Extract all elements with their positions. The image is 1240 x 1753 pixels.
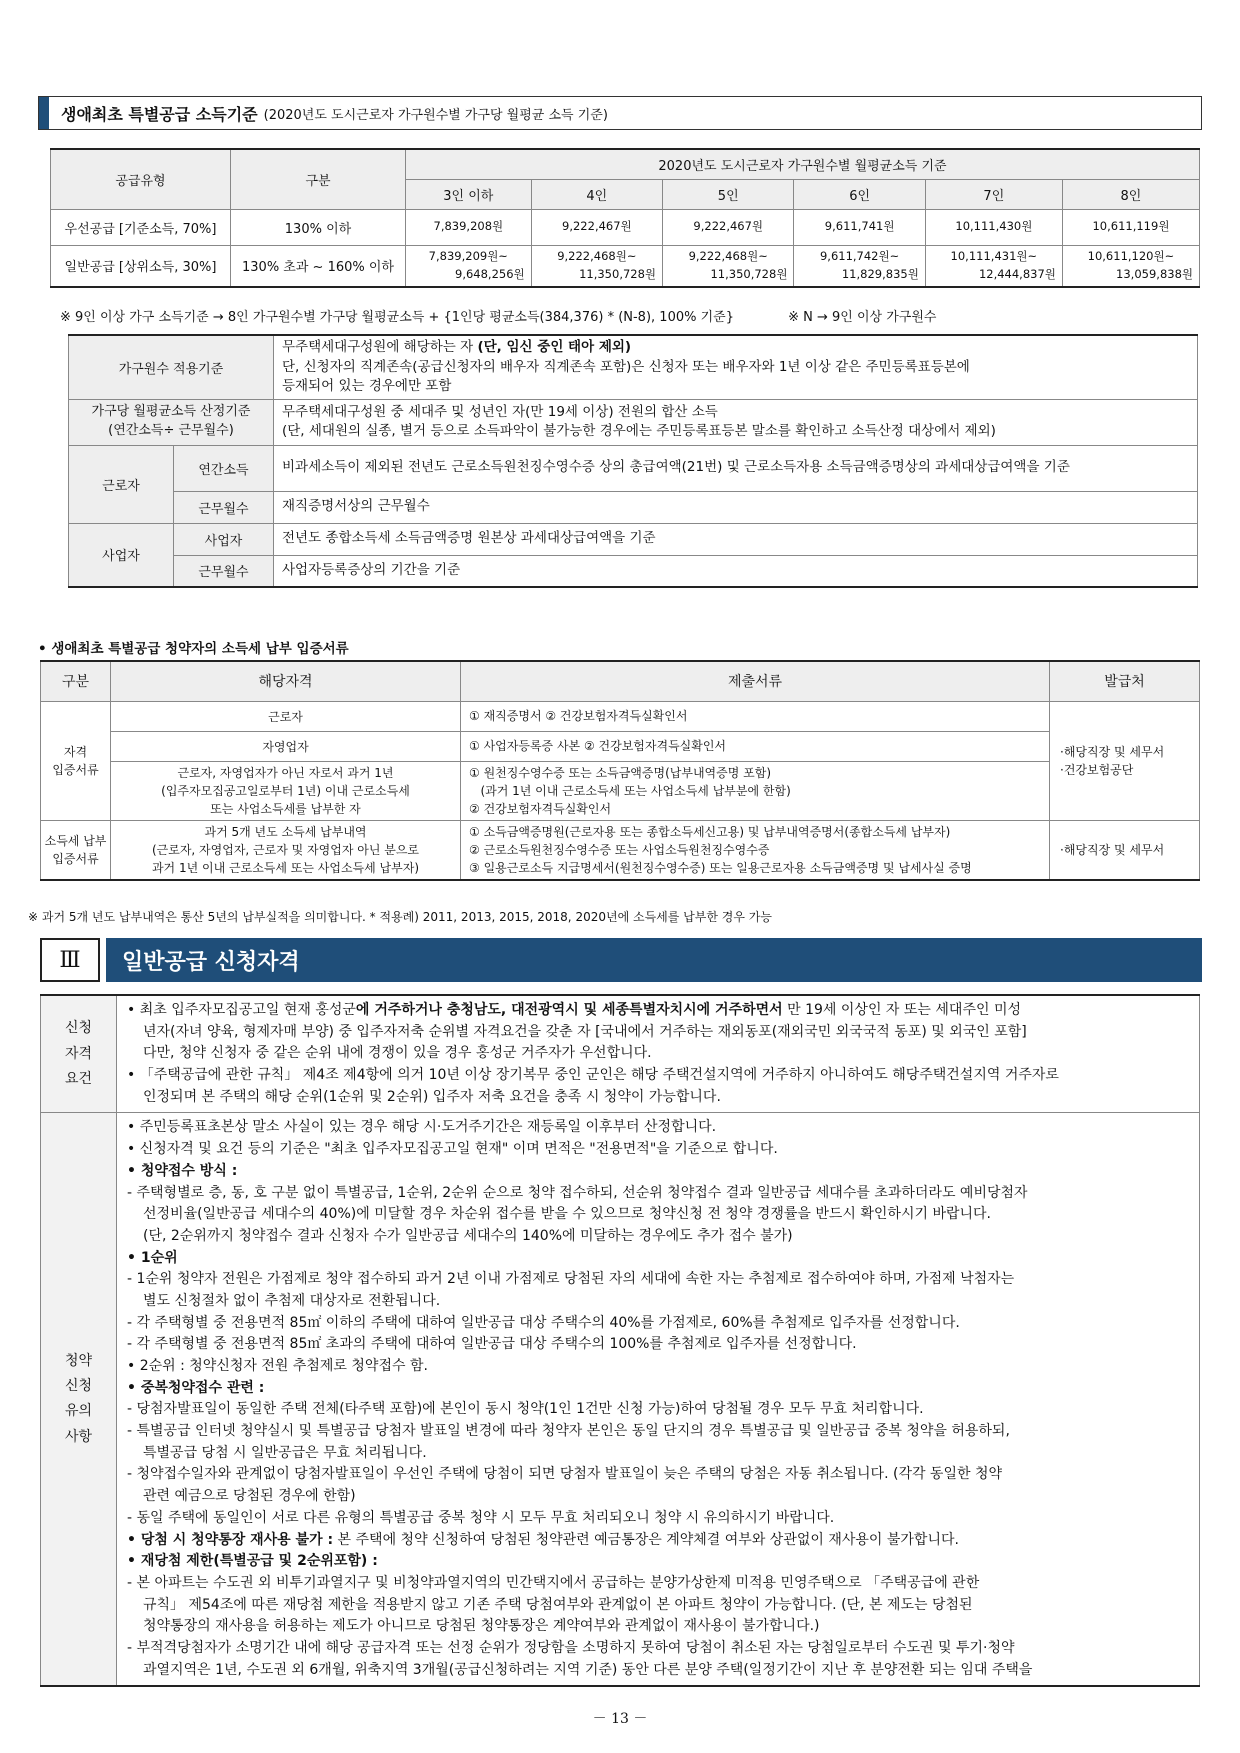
line: • 2순위 : 청약신청자 전원 추첨제로 청약접수 함. xyxy=(127,1358,428,1374)
table-row xyxy=(41,995,1200,1113)
table-row xyxy=(41,820,1200,880)
header-col: 제출서류 xyxy=(461,661,1050,701)
line: - 1순위 청약자 전원은 가점제로 청약 접수하되 과거 2년 이내 가점제로 당첨된 자의 세대에 속한 자는 추첨제로 접수하여야 하며, 가점제 낙첨자는 xyxy=(127,1271,1015,1288)
line: 년자(자녀 양육, 형제자매 부양) 중 입주자저축 순위별 자격요건을 갖춘 자 [국내에서 거주하는 재외동포(재외국민 외국국적 동포) 및 외국인 포함] xyxy=(143,1023,1027,1040)
line: 등재되어 있는 경우에만 포함 xyxy=(282,378,452,395)
line: - 각 주택형별 중 전용면적 85㎡ 초과의 주택에 대하여 일반공급 대상 주택수의 100%를 추첨제로 입주자를 선정합니다. xyxy=(127,1336,857,1353)
table-row xyxy=(69,335,1198,399)
line: 다만, 청약 신청자 중 같은 순위 내에 경쟁이 있을 경우 홍성군 거주자가 우선합니다. xyxy=(143,1045,652,1062)
row-div: 130% 초과 ~ 160% 이하 xyxy=(231,245,406,287)
line: 청약통장의 재사용을 허용하는 제도가 아니므로 당첨된 청약통장은 계약여부와 관계없이 재사용이 불가합니다.) xyxy=(143,1618,820,1635)
line: ② 건강보험자격득실확인서 xyxy=(469,801,612,816)
label-business-sub: 사업자 xyxy=(174,523,274,555)
qualification: 근로자 xyxy=(111,701,461,731)
line: 무주택세대구성원에 해당하는 자 xyxy=(282,339,478,355)
cell-value: 9,222,467원 xyxy=(531,209,662,245)
income-note-n: ※ N → 9인 이상 가구원수 xyxy=(788,310,937,325)
table-row xyxy=(51,245,1200,287)
line: • 「주택공급에 관한 규칙」 제4조 제4항에 의거 10년 이상 장기복무 중인 군인은 해당 주택건설지역에 거주하지 아니하여도 해당주택건설지역 거주자로 xyxy=(127,1067,1059,1084)
line: ② 근로소득원천징수영수증 또는 사업소득원천징수영수증 xyxy=(469,842,770,857)
documents-table xyxy=(40,660,1200,881)
header-col: 5인 xyxy=(663,179,794,209)
section-title-general: 일반공급 신청자격 xyxy=(106,938,1202,982)
line-bold: • 재당첨 제한(특별공급 및 2순위포함) : xyxy=(127,1553,378,1570)
range-low: 9,222,468원~ xyxy=(557,248,637,263)
line: 과거 5개 년도 소득세 납부내역 xyxy=(204,824,367,839)
cell-value xyxy=(406,245,532,287)
cell-value xyxy=(663,245,794,287)
range-high: 11,829,835원 xyxy=(841,266,919,281)
documents: ① 재직증명서 ② 건강보험자격득실확인서 xyxy=(461,701,1050,731)
line: ③ 일용근로소득 지급명세서(원천징수영수증) 또는 일용근로자용 소득금액증명 및 납세사실 증명 xyxy=(469,860,972,875)
cell-value: 10,111,430원 xyxy=(925,209,1062,245)
line: (단, 2순위까지 청약접수 결과 신청자 수가 일반공급 세대수의 140%에 미달하는 경우에도 추가 접수 불가) xyxy=(143,1227,793,1244)
line: (근로자, 자영업자, 근로자 및 자영업자 아닌 분으로 xyxy=(151,842,420,857)
table-row xyxy=(69,555,1198,587)
line: ① 소득금액증명원(근로자용 또는 종합소득세신고용) 및 납부내역증명서(종합소득세 납부자) xyxy=(469,824,951,839)
line-bold: 에 거주하거나 충청남도, 대전광역시 및 세종특별자치시에 거주하면서 xyxy=(355,1002,783,1018)
annual-text: 비과세소득이 제외된 전년도 근로소득원천징수영수증 상의 총급여액(21번) 및 근로소득자용 소득금액증명상의 과세대상급여액을 기준 xyxy=(274,445,1198,491)
cell-value: 10,611,119원 xyxy=(1062,209,1199,245)
range-low: 7,839,209원~ xyxy=(428,248,508,263)
cell-value: 9,222,467원 xyxy=(663,209,794,245)
cell-value xyxy=(794,245,925,287)
row-div: 130% 이하 xyxy=(231,209,406,245)
range-high: 12,444,837원 xyxy=(978,266,1056,281)
header-col: 3인 이하 xyxy=(406,179,532,209)
cell-value: 9,611,741원 xyxy=(794,209,925,245)
header-col: 구분 xyxy=(41,661,111,701)
cell-value xyxy=(1062,245,1199,287)
row-type: 일반공급 [상위소득, 30%] xyxy=(51,245,231,287)
line: - 주택형별로 층, 동, 호 구분 없이 특별공급, 1순위, 2순위 순으로 청약 접수하되, 선순위 청약접수 결과 일반공급 세대수를 초과하더라도 예비당첨자 xyxy=(127,1184,1028,1201)
range-low: 9,611,742원~ xyxy=(819,248,900,263)
label-annual: 연간소득 xyxy=(174,445,274,491)
line: 만 19세 이상인 자 또는 세대주인 미성 xyxy=(782,1002,1021,1018)
notes-text xyxy=(117,1113,1200,1686)
line: 또는 사업소득세를 납부한 자 xyxy=(210,801,361,816)
line: 별도 신청절차 없이 추첨제 대상자로 전환됩니다. xyxy=(143,1292,441,1309)
months-text: 재직증명서상의 근무월수 xyxy=(274,491,1198,523)
label-worker: 근로자 xyxy=(69,445,174,523)
section-title-docs: • 생애최초 특별공급 청약자의 소득세 납부 입증서류 xyxy=(38,641,349,657)
label-household-count: 가구원수 적용기준 xyxy=(69,335,274,399)
header-income-group: 2020년도 도시근로자 가구원수별 월평균소득 기준 xyxy=(406,149,1200,179)
qualification xyxy=(111,820,461,880)
business-months-text: 사업자등록증상의 기간을 기준 xyxy=(274,555,1198,587)
page-number: － 13 － xyxy=(592,1711,648,1727)
table-row xyxy=(41,701,1200,731)
table-row xyxy=(69,491,1198,523)
line: 과거 1년 이내 근로소득세 또는 사업소득세 납부자) xyxy=(151,860,420,875)
label-line: 가구당 월평균소득 산정기준 xyxy=(91,404,251,420)
line: 과열지역은 1년, 수도권 외 6개월, 위축지역 3개월(공급신청하려는 지역 기준) 동안 다른 분양 주택(일정기간이 지난 후 분양전환 되는 임대 주택을 xyxy=(143,1661,1033,1678)
income-criteria-table xyxy=(50,148,1200,288)
range-high: 9,648,256원 xyxy=(455,266,525,281)
label-notes: 청약 신청 유의 사항 xyxy=(41,1113,117,1686)
table-row xyxy=(41,731,1200,761)
cell-value xyxy=(531,245,662,287)
issuer xyxy=(1050,701,1200,820)
line: • 신청자격 및 요건 등의 기준은 "최초 입주자모집공고일 현재" 이며 면적은 "전용면적"을 기준으로 합니다. xyxy=(127,1141,778,1158)
table-row xyxy=(51,209,1200,245)
label-monthly-income xyxy=(69,399,274,445)
line: 규칙」 제54조에 따른 재당첨 제한을 적용받지 않고 기존 주택 당첨여부와 관계없이 본 아파트 청약이 가능합니다. (단, 본 제도는 당첨된 xyxy=(143,1596,973,1613)
monthly-income-text xyxy=(274,399,1198,445)
row-type: 우선공급 [기준소득, 70%] xyxy=(51,209,231,245)
table-row xyxy=(69,523,1198,555)
documents xyxy=(461,820,1050,880)
line: - 동일 주택에 동일인이 서로 다른 유형의 특별공급 중복 청약 시 모두 무효 처리되오니 청약 시 유의하시기 바랍니다. xyxy=(127,1509,835,1526)
line: (과거 1년 이내 근로소득세 또는 사업소득세 납부분에 한함) xyxy=(469,783,791,798)
cell-value xyxy=(925,245,1062,287)
header-col: 8인 xyxy=(1062,179,1199,209)
business-text: 전년도 종합소득세 소득금액증명 원본상 과세대상급여액을 기준 xyxy=(274,523,1198,555)
household-count-text xyxy=(274,335,1198,399)
line: • 주민등록표초본상 말소 사실이 있는 경우 해당 시·도거주기간은 재등록일 이후부터 산정합니다. xyxy=(127,1119,717,1136)
income-note-text: ※ 9인 이상 가구 소득기준 → 8인 가구원수별 가구당 월평균소득 + {1인당 평균소득(384,376) * (N-8), 100% 기준} xyxy=(60,310,734,325)
section-header-income xyxy=(38,96,1202,130)
line: - 부적격당첨자가 소명기간 내에 해당 공급자격 또는 선정 순위가 정당함을 소명하지 못하여 당첨이 취소된 자는 당첨일로부터 수도권 및 투기·청약 xyxy=(127,1639,1015,1656)
line: - 특별공급 인터넷 청약실시 및 특별공급 당첨자 발표일 변경에 따라 청약자 본인은 동일 단지의 경우 특별공급 및 일반공급 중복 청약을 허용하되, xyxy=(127,1423,1010,1440)
line: - 본 아파트는 수도권 외 비투기과열지구 및 비청약과열지역의 민간택지에서 공급하는 분양가상한제 미적용 민영주택으로 「주택공급에 관한 xyxy=(127,1574,980,1591)
documents: ① 사업자등록증 사본 ② 건강보험자격득실확인서 xyxy=(461,731,1050,761)
line-bold: • 당첨 시 청약통장 재사용 불가 : xyxy=(127,1531,334,1548)
range-low: 10,111,431원~ xyxy=(950,248,1038,263)
line: 특별공급 당첨 시 일반공급은 무효 처리됩니다. xyxy=(143,1444,427,1461)
section-title: 생애최초 특별공급 소득기준 xyxy=(61,104,258,124)
range-low: 9,222,468원~ xyxy=(688,248,768,263)
range-low: 10,611,120원~ xyxy=(1087,248,1175,263)
table-row xyxy=(41,1113,1200,1686)
section-number: Ⅲ xyxy=(40,938,100,982)
income-note xyxy=(60,306,936,325)
docs-note: ※ 과거 5개 년도 납부내역은 통산 5년의 납부실적을 의미합니다. * 적용례) 2011, 2013, 2015, 2018, 2020년에 소득세를 납부한 경우 가능 xyxy=(28,910,772,924)
line-bold: (단, 임신 중인 태아 제외) xyxy=(477,339,632,355)
qualification: 자영업자 xyxy=(111,731,461,761)
group-tax: 소득세 납부 입증서류 xyxy=(41,820,111,880)
qualification xyxy=(111,761,461,820)
line: ① 원천징수영수증 또는 소득금액증명(납부내역증명 포함) xyxy=(469,765,771,780)
line: (입주자모집공고일로부터 1년) 이내 근로소득세 xyxy=(161,783,410,798)
eligibility-text xyxy=(117,995,1200,1113)
line: - 청약접수일자와 관계없이 당첨자발표일이 우선인 주택에 당첨이 되면 당첨자 발표일이 늦은 주택의 당첨은 자동 취소됩니다. (각각 동일한 청약 xyxy=(127,1466,1003,1483)
line-bold: • 청약접수 방식 : xyxy=(127,1162,238,1179)
group-qualification: 자격 입증서류 xyxy=(41,701,111,820)
cell-value: 7,839,208원 xyxy=(406,209,532,245)
label-line: (연간소득÷ 근무월수) xyxy=(108,423,234,439)
line: 인정되며 본 주택의 해당 순위(1순위 및 2순위) 입주자 저축 요건을 충족 시 청약이 가능합니다. xyxy=(143,1088,721,1105)
table-row xyxy=(41,761,1200,820)
label-business-months: 근무월수 xyxy=(174,555,274,587)
header-col: 해당자격 xyxy=(111,661,461,701)
documents xyxy=(461,761,1050,820)
header-supply-type: 공급유형 xyxy=(51,149,231,209)
line: 본 주택에 청약 신청하여 당첨된 청약관련 예금통장은 계약체결 여부와 상관없이 재사용이 불가합니다. xyxy=(333,1531,959,1548)
general-supply-table xyxy=(40,994,1200,1687)
table-row xyxy=(69,445,1198,491)
issuer: ·해당직장 및 세무서 xyxy=(1050,820,1200,880)
line: (단, 세대원의 실종, 별거 등으로 소득파악이 불가능한 경우에는 주민등록표등본 말소를 확인하고 소득산정 대상에서 제외) xyxy=(282,423,996,440)
line: 선정비율(일반공급 세대수의 40%)에 미달할 경우 차순위 접수를 받을 수 있으므로 청약신청 전 청약 경쟁률을 반드시 확인하시기 바랍니다. xyxy=(143,1206,991,1223)
line: 관련 예금으로 당첨된 경우에 한함) xyxy=(143,1488,356,1505)
header-division: 구분 xyxy=(231,149,406,209)
line: - 당첨자발표일이 동일한 주택 전체(타주택 포함)에 본인이 동시 청약(1인 1건만 신청 가능)하여 당첨될 경우 모두 무효 처리합니다. xyxy=(127,1401,924,1418)
issuer-line: ·해당직장 및 세무서 xyxy=(1060,744,1165,759)
range-high: 13,059,838원 xyxy=(1116,266,1193,281)
line: 근로자, 자영업자가 아닌 자로서 과거 1년 xyxy=(177,765,394,780)
section-subtitle: (2020년도 도시근로자 가구원수별 가구당 월평균 소득 기준) xyxy=(263,107,608,123)
header-accent-bar xyxy=(39,97,49,129)
label-months: 근무월수 xyxy=(174,491,274,523)
household-criteria-table xyxy=(68,334,1198,588)
header-col: 발급처 xyxy=(1050,661,1200,701)
header-col: 7인 xyxy=(925,179,1062,209)
line-bold: • 1순위 xyxy=(127,1249,178,1266)
header-col: 6인 xyxy=(794,179,925,209)
line: 단, 신청자의 직계존속(공급신청자의 배우자 직계존속 포함)은 신청자 또는 배우자와 1년 이상 같은 주민등록표등본에 xyxy=(282,358,970,375)
header-col: 4인 xyxy=(531,179,662,209)
line: 무주택세대구성원 중 세대주 및 성년인 자(만 19세 이상) 전원의 합산 소득 xyxy=(282,403,718,420)
line: • 최초 입주자모집공고일 현재 홍성군 xyxy=(127,1002,356,1018)
label-eligibility: 신청 자격 요건 xyxy=(41,995,117,1113)
line-bold: • 중복청약접수 관련 : xyxy=(127,1379,265,1396)
range-high: 11,350,728원 xyxy=(579,266,657,281)
line: - 각 주택형별 중 전용면적 85㎡ 이하의 주택에 대하여 일반공급 대상 주택수의 40%를 가점제로, 60%를 추첨제로 입주자를 선정합니다. xyxy=(127,1314,960,1331)
table-row xyxy=(69,399,1198,445)
issuer-line: ·건강보험공단 xyxy=(1060,762,1134,777)
label-business: 사업자 xyxy=(69,523,174,587)
range-high: 11,350,728원 xyxy=(710,266,788,281)
